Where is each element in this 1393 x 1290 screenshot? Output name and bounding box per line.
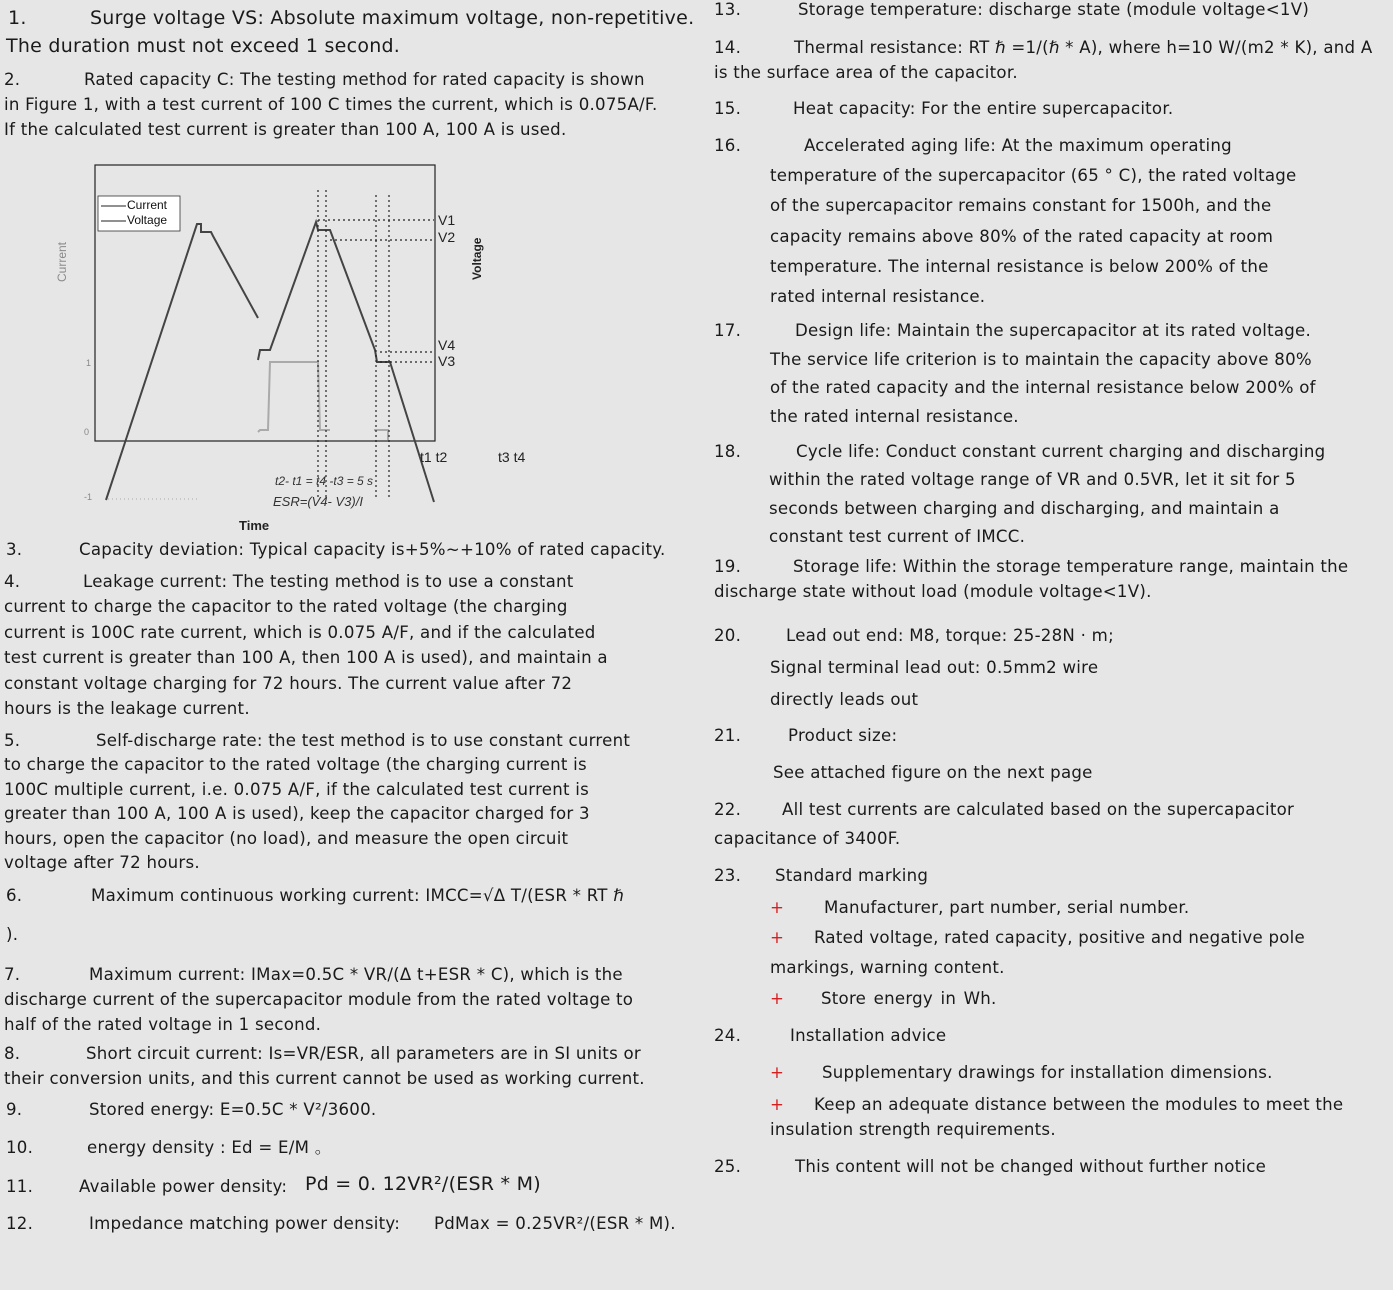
bullet-23-3: + Store energy in Wh. xyxy=(770,986,784,1011)
plus-icon: + xyxy=(770,989,785,1008)
item-text-line: capacitance of 3400F. xyxy=(714,829,901,848)
item-18 xyxy=(714,438,1326,551)
item-21 xyxy=(714,723,1093,785)
item-text-line: discharge current of the supercapacitor module from the rated voltage to xyxy=(4,990,634,1009)
bullet-24-1: + Supplementary drawings for installation dimensions. xyxy=(770,1060,784,1085)
tick-1: 1 xyxy=(86,358,92,368)
item-number: 22. xyxy=(714,800,742,819)
item-text-line: is the surface area of the capacitor. xyxy=(714,63,1018,82)
item-text: Available power density: xyxy=(79,1177,288,1196)
item-text-line: If the calculated test current is greater than 100 A, 100 A is used. xyxy=(4,120,567,139)
item-text-line: in Figure 1, with a test current of 100 C times the current, which is 0.075A/F. xyxy=(4,95,658,114)
item-number: 8. xyxy=(4,1044,21,1063)
bullet-23-2: + Rated voltage, rated capacity, positive and negative pole markings, warning content. xyxy=(770,923,1005,983)
x-axis-label: Time xyxy=(239,518,270,533)
label-v2: V2 xyxy=(438,229,456,245)
item-number: 6. xyxy=(6,886,23,905)
item-number: 2. xyxy=(4,70,21,89)
item-number: 17. xyxy=(714,321,742,340)
item-number: 1. xyxy=(8,7,27,29)
item-16-lines: temperature of the supercapacitor (65 ° C), the rated voltage of the supercapacitor remains constant for 1500h, and the capacity remains above 80% of the rated capacity at room temperature. The internal resistance is below 200% of the rated internal resistance. xyxy=(770,166,1297,307)
item-6 xyxy=(6,883,624,947)
item-4-lines: current to charge the capacitor to the rated voltage (the charging current is 100C rate current, which is 0.075 A/F, and if the calculated test current is greater than 100 A, then 100 A is used), and maintain a constant voltage charging for 72 hours. The current value after 72 hours is the leakage current. xyxy=(4,597,608,719)
item-17-lines: The service life criterion is to maintain the capacity above 80% of the rated capacity and the internal resistance below 200% of the rated internal resistance. xyxy=(770,349,1316,427)
item-number: 3. xyxy=(6,540,23,559)
item-number: 23. xyxy=(714,866,742,885)
item-text: All test currents are calculated based on the supercapacitor xyxy=(782,800,1295,819)
item-text: Leakage current: The testing method is to use a constant xyxy=(83,572,574,591)
item-7 xyxy=(4,962,633,1037)
label-t3-t4: t3 t4 xyxy=(498,449,526,465)
item-text: Maximum current: IMax=0.5C * VR/(Δ t+ESR * C), which is the xyxy=(89,965,623,984)
item-text: Self-discharge rate: the test method is to use constant current xyxy=(96,731,631,750)
item-text: Storage temperature: discharge state (module voltage<1V) xyxy=(798,0,1310,19)
plus-icon: + xyxy=(770,898,785,917)
item-25 xyxy=(714,1154,1267,1179)
item-text: Cycle life: Conduct constant current charging and discharging xyxy=(796,442,1326,461)
item-text: This content will not be changed without further notice xyxy=(795,1157,1267,1176)
item-number: 15. xyxy=(714,99,742,118)
item-text-line: half of the rated voltage in 1 second. xyxy=(4,1015,322,1034)
y-axis-label-current: Current xyxy=(55,241,69,282)
item-number: 18. xyxy=(714,442,742,461)
item-number: 19. xyxy=(714,557,742,576)
equation-time: t2- t1 = t4 -t3 = 5 s xyxy=(275,474,374,488)
item-number: 24. xyxy=(714,1026,742,1045)
item-text: Rated capacity C: The testing method for rated capacity is shown xyxy=(84,70,645,89)
guide-lines xyxy=(318,190,434,500)
item-text: Impedance matching power density: xyxy=(89,1214,401,1233)
formula-power-density: Pd = 0. 12VR²/(ESR * M) xyxy=(305,1173,541,1195)
item-13 xyxy=(714,0,1310,22)
item-text: Design life: Maintain the supercapacitor at its rated voltage. xyxy=(795,321,1312,340)
tick-neg1: -1 xyxy=(84,492,93,502)
item-9 xyxy=(6,1097,377,1122)
item-text-line: their conversion units, and this current cannot be used as working current. xyxy=(4,1069,645,1088)
item-text: Capacity deviation: Typical capacity is+5%~+10% of rated capacity. xyxy=(79,540,666,559)
item-text: Short circuit current: Is=VR/ESR, all parameters are in SI units or xyxy=(86,1044,641,1063)
item-number: 16. xyxy=(714,136,742,155)
item-text: Product size: xyxy=(788,726,898,745)
item-24 xyxy=(714,1023,947,1048)
item-1 xyxy=(6,4,695,60)
item-23 xyxy=(714,863,929,888)
item-number: 25. xyxy=(714,1157,742,1176)
item-text: Storage life: Within the storage temperature range, maintain the xyxy=(793,557,1349,576)
item-22 xyxy=(714,795,1295,853)
item-text: Thermal resistance: RT ℏ =1/(ℏ * A), where h=10 W/(m2 * K), and A xyxy=(794,38,1373,57)
voltage-curve xyxy=(106,224,258,500)
item-text: Standard marking xyxy=(775,866,929,885)
legend-voltage: Voltage xyxy=(127,213,168,227)
item-10 xyxy=(6,1135,332,1160)
item-3 xyxy=(6,537,666,562)
item-8 xyxy=(4,1041,645,1091)
equation-esr: ESR=(V4- V3)/I xyxy=(273,494,363,509)
bullet-24-2: + Keep an adequate distance between the modules to meet the insulation strength requirements. xyxy=(770,1092,1056,1142)
item-text: Stored energy: E=0.5C * V²/3600. xyxy=(89,1100,377,1119)
plus-icon: + xyxy=(770,1095,785,1114)
item-18-lines: within the rated voltage range of VR and 0.5VR, let it sit for 5 seconds between charging and discharging, and maintain a constant test current of IMCC. xyxy=(769,470,1296,546)
item-19 xyxy=(714,554,1349,604)
item-number: 4. xyxy=(4,572,21,591)
tick-0: 0 xyxy=(84,427,90,437)
item-text: Maximum continuous working current: IMCC=√Δ T/(ESR * RT ℏ xyxy=(91,886,624,905)
plus-icon: + xyxy=(770,928,785,947)
item-20 xyxy=(714,620,1114,716)
y-axis-label-voltage: Voltage xyxy=(470,237,484,280)
item-20-lines: Signal terminal lead out: 0.5mm2 wire directly leads out xyxy=(770,658,1099,709)
item-number: 11. xyxy=(6,1177,34,1196)
item-16 xyxy=(714,131,1297,312)
plus-icon: + xyxy=(770,1063,785,1082)
item-number: 14. xyxy=(714,38,742,57)
label-t1-t2: t1 t2 xyxy=(420,449,448,465)
item-5-lines: to charge the capacitor to the rated voltage (the charging current is 100C multiple current, i.e. 0.075 A/F, if the calculated test current is greater than 100 A, 100 A is used), keep the capacitor charged for 3 hours, open the capacitor (no load), and measure the open circuit voltage after 72 hours. xyxy=(4,755,590,873)
bullet-23-1: + Manufacturer, part number, serial number. xyxy=(770,895,784,920)
current-curve xyxy=(258,362,330,432)
item-number: 21. xyxy=(714,726,742,745)
item-11 xyxy=(6,1173,541,1199)
item-number: 7. xyxy=(4,965,21,984)
item-12 xyxy=(6,1211,676,1236)
item-number: 12. xyxy=(6,1214,34,1233)
item-15 xyxy=(714,96,1174,121)
item-text-line: See attached figure on the next page xyxy=(773,763,1093,782)
figure-capacity-test xyxy=(0,150,560,540)
item-2 xyxy=(4,67,658,142)
item-text: Heat capacity: For the entire supercapacitor. xyxy=(793,99,1174,118)
item-text-line: The duration must not exceed 1 second. xyxy=(6,35,401,57)
item-text: energy density : Ed = E/M 。 xyxy=(87,1138,332,1157)
item-text: Surge voltage VS: Absolute maximum voltage, non-repetitive. xyxy=(90,7,695,29)
item-number: 10. xyxy=(6,1138,34,1157)
item-number: 20. xyxy=(714,626,742,645)
label-v4: V4 xyxy=(438,337,456,353)
item-text-line: ). xyxy=(6,925,19,944)
item-5 xyxy=(4,728,631,876)
item-text: Lead out end: M8, torque: 25-28N · m; xyxy=(786,626,1114,645)
legend-current: Current xyxy=(127,198,168,212)
item-number: 13. xyxy=(714,0,742,19)
item-text: Accelerated aging life: At the maximum operating xyxy=(804,136,1232,155)
item-4 xyxy=(4,569,608,722)
item-text-line: discharge state without load (module voltage<1V). xyxy=(714,582,1152,601)
item-14 xyxy=(714,35,1373,85)
label-v3: V3 xyxy=(438,353,456,369)
item-17 xyxy=(714,317,1316,432)
formula-impedance-power: PdMax = 0.25VR²/(ESR * M). xyxy=(434,1214,676,1233)
item-number: 5. xyxy=(4,731,21,750)
item-number: 9. xyxy=(6,1100,23,1119)
label-v1: V1 xyxy=(438,212,456,228)
item-text: Installation advice xyxy=(790,1026,947,1045)
